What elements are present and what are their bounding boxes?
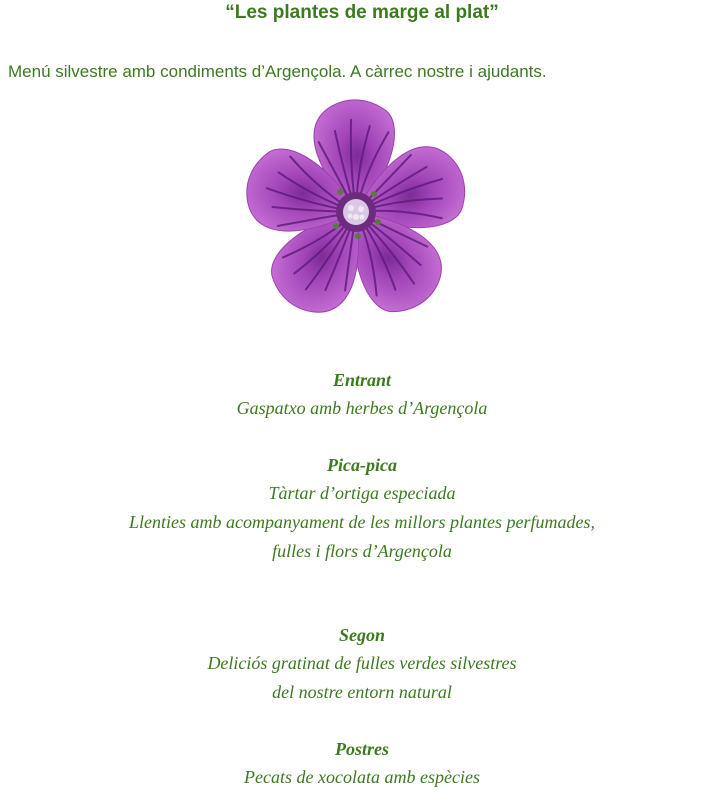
menu-item: Deliciós gratinat de fulles verdes silvestres	[207, 653, 517, 673]
menu-item: Tàrtar d’ortiga especiada	[268, 483, 456, 503]
menu-section-segon	[0, 621, 724, 707]
menu-section-entrant	[0, 366, 724, 423]
menu-item: Llenties amb acompanyament de les millors plantes perfumades,	[129, 512, 595, 532]
intro-text: Menú silvestre amb condiments d’Argençola. A càrrec nostre i ajudants.	[8, 62, 547, 81]
menu-section-pica-pica	[0, 451, 724, 566]
page-title: “Les plantes de marge al plat”	[225, 2, 499, 23]
menu-item: del nostre entorn natural	[272, 682, 452, 702]
menu-item: Pecats de xocolata amb espècies	[244, 767, 480, 787]
menu-section-postres	[0, 735, 724, 792]
menu-section-title: Segon	[338, 625, 385, 645]
mallow-flower-icon	[240, 96, 472, 328]
menu-section-title: Entrant	[332, 370, 392, 390]
menu-section-title: Postres	[335, 739, 389, 759]
menu-list	[0, 366, 724, 792]
menu-item: fulles i flors d’Argençola	[272, 541, 452, 561]
menu-section-title: Pica-pica	[327, 455, 397, 475]
menu-item: Gaspatxo amb herbes d’Argençola	[236, 398, 488, 418]
